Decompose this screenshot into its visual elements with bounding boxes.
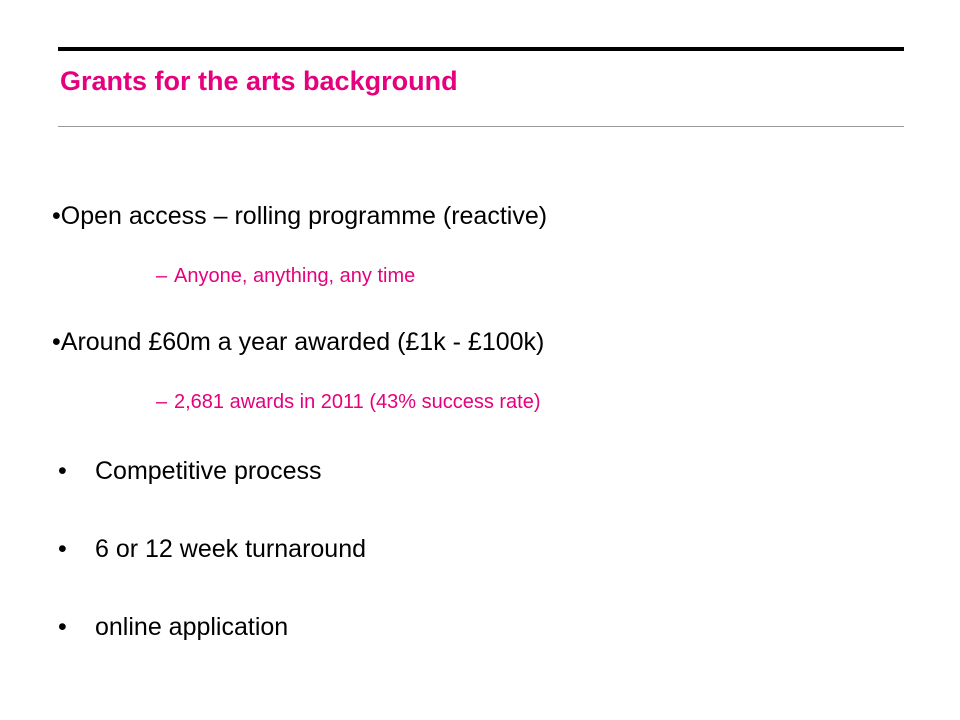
bullet-marker: • <box>58 457 67 485</box>
top-divider <box>58 47 904 51</box>
dash-marker: – <box>156 265 168 287</box>
sub-bullet-text: 2,681 awards in 2011 (43% success rate) <box>174 391 541 413</box>
bullet-text: Competitive process <box>95 457 322 485</box>
bullet-text: online application <box>95 613 289 641</box>
sub-bullet-anyone <box>156 265 415 288</box>
bullet-marker: • <box>58 535 67 563</box>
title-underline <box>58 126 904 127</box>
bullet-around-60m <box>52 328 544 357</box>
bullet-online-application <box>58 613 288 642</box>
bullet-marker: • <box>52 328 61 356</box>
bullet-turnaround <box>58 535 366 564</box>
bullet-text: Open access – rolling programme (reactive) <box>60 202 548 230</box>
sub-bullet-awards <box>156 391 541 414</box>
bullet-text: Around £60m a year awarded (£1k - £100k) <box>60 328 545 356</box>
bullet-open-access <box>52 202 547 231</box>
dash-marker: – <box>156 391 168 413</box>
sub-bullet-text: Anyone, anything, any time <box>174 265 416 287</box>
bullet-marker: • <box>58 613 67 641</box>
bullet-text: 6 or 12 week turnaround <box>95 535 367 563</box>
slide-title: Grants for the arts background <box>60 66 458 96</box>
bullet-marker: • <box>52 202 61 230</box>
bullet-competitive <box>58 457 321 486</box>
